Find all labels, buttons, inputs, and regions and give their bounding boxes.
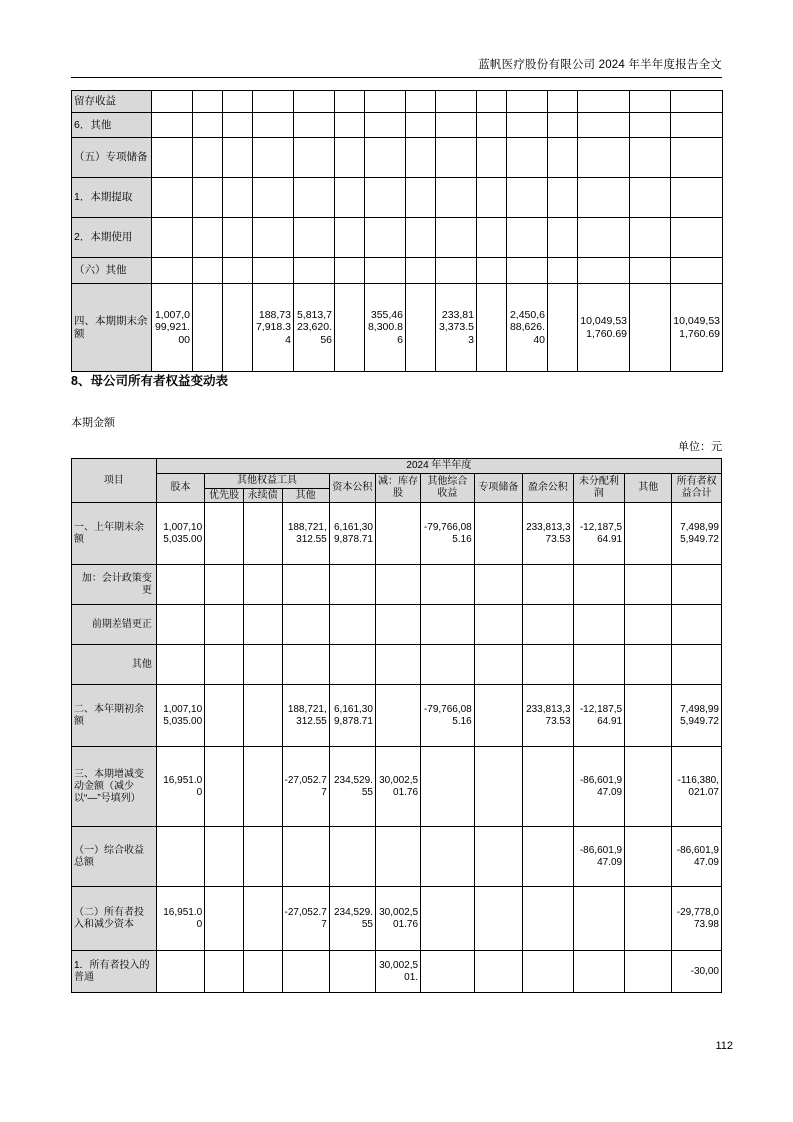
table-cell <box>548 284 578 372</box>
table-cell <box>474 503 522 565</box>
table-cell <box>243 503 282 565</box>
table-cell <box>625 951 672 993</box>
table-row <box>72 565 722 605</box>
table-cell <box>630 138 671 178</box>
table-cell <box>156 951 204 993</box>
table-cell <box>625 747 672 827</box>
table-cell <box>335 178 365 218</box>
header-col-total-equity: 所有者权益合计 <box>672 473 722 503</box>
table-row <box>72 747 722 827</box>
table-cell <box>329 605 375 645</box>
table-cell: 6,161,309,878.71 <box>329 503 375 565</box>
header-col-other-comprehensive-income: 其他综合收益 <box>421 473 475 503</box>
table-row <box>72 284 723 372</box>
table-cell <box>421 605 475 645</box>
table-cell: -12,187,564.91 <box>573 503 625 565</box>
table-cell <box>335 91 365 113</box>
table-cell <box>421 645 475 685</box>
table-cell <box>671 258 723 284</box>
table-cell <box>523 645 573 685</box>
header-col-perpetual-bonds: 永续债 <box>243 488 282 503</box>
equity-changes-continued-table <box>71 90 723 372</box>
table-row <box>72 91 723 113</box>
table-cell <box>223 258 253 284</box>
row-label: 加：会计政策变更 <box>72 565 157 605</box>
table-cell <box>474 827 522 887</box>
table-cell <box>375 565 420 605</box>
table-cell <box>205 747 244 827</box>
table-cell <box>406 258 436 284</box>
table-cell <box>474 887 522 951</box>
table-cell <box>630 258 671 284</box>
table-cell: -29,778,073.98 <box>672 887 722 951</box>
table-cell: -86,601,947.09 <box>573 747 625 827</box>
table-cell <box>436 218 477 258</box>
table-cell <box>578 178 630 218</box>
table-cell <box>375 827 420 887</box>
table-cell <box>548 258 578 284</box>
table-cell <box>282 565 329 605</box>
table-cell: -86,601,947.09 <box>672 827 722 887</box>
table-cell <box>507 91 548 113</box>
table-row <box>72 218 723 258</box>
table-cell <box>223 138 253 178</box>
table-cell <box>477 91 507 113</box>
table-cell <box>406 91 436 113</box>
row-label: （一）综合收益总额 <box>72 827 157 887</box>
table-cell <box>205 685 244 747</box>
table-cell <box>152 218 193 258</box>
header-period: 2024 年半年度 <box>156 459 721 474</box>
row-label: （六）其他 <box>72 258 152 284</box>
table-cell <box>335 218 365 258</box>
table-cell <box>421 565 475 605</box>
table-cell <box>375 605 420 645</box>
table-cell <box>406 284 436 372</box>
table-cell <box>223 178 253 218</box>
table-cell <box>507 113 548 138</box>
header-col-treasury-stock: 减：库存股 <box>375 473 420 503</box>
table-cell <box>253 113 294 138</box>
table-cell <box>294 258 335 284</box>
table-cell <box>573 645 625 685</box>
table-cell: 30,002,501.76 <box>375 747 420 827</box>
table-cell <box>294 91 335 113</box>
table-cell: 233,813,373.53 <box>436 284 477 372</box>
table-cell <box>436 178 477 218</box>
table-cell <box>282 951 329 993</box>
table-cell <box>436 258 477 284</box>
table-cell <box>375 685 420 747</box>
table-row <box>72 503 722 565</box>
row-label: 6．其他 <box>72 113 152 138</box>
table-cell: 188,721,312.55 <box>282 685 329 747</box>
table-cell <box>548 91 578 113</box>
table-row <box>72 951 722 993</box>
header-col-preferred-shares: 优先股 <box>205 488 244 503</box>
table-cell <box>243 951 282 993</box>
table-cell: 234,529.55 <box>329 747 375 827</box>
table-cell <box>477 284 507 372</box>
table-cell <box>671 138 723 178</box>
table-row <box>72 827 722 887</box>
table-cell: -79,766,085.16 <box>421 503 475 565</box>
unit-note: 单位：元 <box>678 441 722 453</box>
table-cell <box>436 138 477 178</box>
table-cell <box>205 565 244 605</box>
table-cell <box>193 91 223 113</box>
table-cell: 2,450,688,626.40 <box>507 284 548 372</box>
table-cell <box>253 138 294 178</box>
table-cell <box>625 685 672 747</box>
table-cell: 234,529.55 <box>329 887 375 951</box>
table-cell <box>329 645 375 685</box>
table-cell <box>578 113 630 138</box>
table-cell <box>507 178 548 218</box>
table-cell <box>625 503 672 565</box>
table-cell <box>243 747 282 827</box>
table-cell <box>474 605 522 645</box>
table-row <box>72 605 722 645</box>
table-cell: 1,007,105,035.00 <box>156 685 204 747</box>
table-row <box>72 178 723 218</box>
table-cell <box>671 218 723 258</box>
table-cell <box>523 951 573 993</box>
table-cell <box>243 685 282 747</box>
header-col-surplus-reserve: 盈余公积 <box>523 473 573 503</box>
header-item: 项目 <box>72 459 157 503</box>
table-cell <box>152 113 193 138</box>
table-cell <box>548 178 578 218</box>
table-cell <box>329 565 375 605</box>
table-cell <box>625 887 672 951</box>
table-cell <box>578 91 630 113</box>
table-cell <box>406 218 436 258</box>
table-cell <box>205 645 244 685</box>
table-cell <box>156 565 204 605</box>
table-cell <box>523 887 573 951</box>
table-cell: 30,002,501.76 <box>375 887 420 951</box>
table-cell <box>152 91 193 113</box>
table-cell <box>625 645 672 685</box>
table-cell <box>625 605 672 645</box>
table-cell <box>156 605 204 645</box>
table-row <box>72 113 723 138</box>
table-cell <box>406 113 436 138</box>
table-cell: 5,813,723,620.56 <box>294 284 335 372</box>
table-cell: 233,813,373.53 <box>523 503 573 565</box>
table-cell: 10,049,531,760.69 <box>578 284 630 372</box>
table-cell <box>152 178 193 218</box>
table-cell <box>223 218 253 258</box>
table-cell <box>630 284 671 372</box>
table-cell: -12,187,564.91 <box>573 685 625 747</box>
table-cell <box>474 685 522 747</box>
table-cell <box>253 178 294 218</box>
table-cell <box>243 827 282 887</box>
table-cell <box>421 887 475 951</box>
table-cell <box>406 138 436 178</box>
table-cell <box>365 91 406 113</box>
table-cell: -27,052.77 <box>282 747 329 827</box>
table-cell <box>152 258 193 284</box>
table-cell <box>671 91 723 113</box>
table-cell <box>329 827 375 887</box>
table-cell <box>421 827 475 887</box>
row-label: 三、本期增减变动金额（减少以“—”号填列） <box>72 747 157 827</box>
table-cell <box>523 747 573 827</box>
row-label: 1．所有者投入的普通 <box>72 951 157 993</box>
table-cell <box>193 113 223 138</box>
table-cell <box>365 218 406 258</box>
table-cell <box>671 178 723 218</box>
parent-table-body <box>72 503 722 993</box>
header-col-other-instrument: 其他 <box>282 488 329 503</box>
table-cell <box>365 258 406 284</box>
table-cell <box>156 645 204 685</box>
table-cell: -30,00 <box>672 951 722 993</box>
table-cell <box>474 565 522 605</box>
table-cell: 16,951.00 <box>156 747 204 827</box>
table-cell <box>672 565 722 605</box>
table-cell <box>436 91 477 113</box>
table-cell <box>630 178 671 218</box>
table-cell <box>335 138 365 178</box>
table-cell <box>335 258 365 284</box>
header-col-share-capital: 股本 <box>156 473 204 503</box>
table-row <box>72 138 723 178</box>
table-cell <box>523 605 573 645</box>
table-cell <box>205 887 244 951</box>
row-label: 一、上年期末余额 <box>72 503 157 565</box>
table-cell: 188,721,312.55 <box>282 503 329 565</box>
table-cell <box>548 113 578 138</box>
table-cell <box>477 178 507 218</box>
table-cell <box>477 113 507 138</box>
table-cell <box>421 951 475 993</box>
table-cell <box>365 178 406 218</box>
table-cell <box>294 178 335 218</box>
table-cell: 6,161,309,878.71 <box>329 685 375 747</box>
table-cell <box>573 605 625 645</box>
table-cell <box>630 113 671 138</box>
table-cell: 1,007,099,921.00 <box>152 284 193 372</box>
table-cell <box>625 565 672 605</box>
header-col-special-reserve: 专项储备 <box>474 473 522 503</box>
table-cell: 233,813,373.53 <box>523 685 573 747</box>
table-cell <box>205 827 244 887</box>
table-cell <box>671 113 723 138</box>
table-cell: -116,380,021.07 <box>672 747 722 827</box>
table-cell <box>630 218 671 258</box>
table-cell <box>375 503 420 565</box>
table-cell <box>523 565 573 605</box>
table-cell: 10,049,531,760.69 <box>671 284 723 372</box>
header-col-undistributed-profit: 未分配利润 <box>573 473 625 503</box>
header-divider <box>71 77 722 78</box>
table-cell <box>223 284 253 372</box>
table-cell <box>477 138 507 178</box>
table-cell: 16,951.00 <box>156 887 204 951</box>
table-cell <box>578 138 630 178</box>
header-col-other: 其他 <box>625 473 672 503</box>
table-cell: -86,601,947.09 <box>573 827 625 887</box>
table-cell <box>672 645 722 685</box>
table-cell: -27,052.77 <box>282 887 329 951</box>
table-cell <box>294 218 335 258</box>
table-cell <box>294 113 335 138</box>
table-cell <box>375 645 420 685</box>
table-cell: 30,002,501. <box>375 951 420 993</box>
parent-table-head <box>72 459 722 503</box>
table-cell <box>193 218 223 258</box>
table-cell <box>335 113 365 138</box>
table-cell <box>548 138 578 178</box>
table-cell <box>294 138 335 178</box>
table-cell <box>548 218 578 258</box>
page-running-header: 蓝帆医疗股份有限公司 2024 年半年度报告全文 <box>478 59 722 71</box>
table-cell: 355,468,300.86 <box>365 284 406 372</box>
header-col-capital-reserve: 资本公积 <box>329 473 375 503</box>
table-cell <box>672 605 722 645</box>
row-label: 2．本期使用 <box>72 218 152 258</box>
row-label: （五）专项储备 <box>72 138 152 178</box>
table-cell <box>573 951 625 993</box>
table-cell <box>507 138 548 178</box>
table-cell <box>406 178 436 218</box>
table-cell <box>329 951 375 993</box>
row-label: 留存收益 <box>72 91 152 113</box>
row-label: 二、本年期初余额 <box>72 685 157 747</box>
table-cell <box>573 887 625 951</box>
parent-company-equity-changes-table <box>71 458 722 993</box>
table-cell <box>630 91 671 113</box>
period-note: 本期金额 <box>71 417 115 429</box>
table-cell: 1,007,105,035.00 <box>156 503 204 565</box>
table-row <box>72 887 722 951</box>
table-cell: 188,737,918.34 <box>253 284 294 372</box>
table-cell <box>243 605 282 645</box>
table-cell <box>282 645 329 685</box>
table-cell <box>507 218 548 258</box>
row-label: 其他 <box>72 645 157 685</box>
row-label: （二）所有者投入和减少资本 <box>72 887 157 951</box>
table-cell <box>573 565 625 605</box>
table-cell <box>282 605 329 645</box>
table-cell <box>193 258 223 284</box>
section-title: 8、母公司所有者权益变动表 <box>71 374 228 388</box>
table-row <box>72 685 722 747</box>
page-number: 112 <box>715 1040 733 1052</box>
table-cell <box>474 951 522 993</box>
header-row-period <box>72 459 722 474</box>
row-label: 前期差错更正 <box>72 605 157 645</box>
table-cell <box>223 113 253 138</box>
table-cell <box>436 113 477 138</box>
table-cell <box>625 827 672 887</box>
table-cell <box>205 503 244 565</box>
table-cell: -79,766,085.16 <box>421 685 475 747</box>
table-cell <box>193 138 223 178</box>
table-cell <box>523 827 573 887</box>
table-cell <box>507 258 548 284</box>
table-cell <box>282 827 329 887</box>
table-cell <box>193 284 223 372</box>
table-cell <box>474 747 522 827</box>
table-cell <box>421 747 475 827</box>
table-row <box>72 258 723 284</box>
table-cell: 7,498,995,949.72 <box>672 685 722 747</box>
row-label: 1．本期提取 <box>72 178 152 218</box>
table-cell <box>193 178 223 218</box>
top-table-body <box>72 91 723 372</box>
row-label: 四、本期期末余额 <box>72 284 152 372</box>
table-cell <box>243 645 282 685</box>
table-cell <box>205 951 244 993</box>
table-cell <box>152 138 193 178</box>
header-group-other-equity-instruments: 其他权益工具 <box>205 473 330 488</box>
table-cell <box>253 91 294 113</box>
table-cell <box>223 91 253 113</box>
table-cell <box>253 218 294 258</box>
table-cell <box>365 138 406 178</box>
table-cell <box>474 645 522 685</box>
table-row <box>72 645 722 685</box>
table-cell <box>335 284 365 372</box>
table-cell <box>156 827 204 887</box>
table-cell: 7,498,995,949.72 <box>672 503 722 565</box>
table-cell <box>243 565 282 605</box>
table-cell <box>365 113 406 138</box>
table-cell <box>578 218 630 258</box>
table-cell <box>253 258 294 284</box>
table-cell <box>243 887 282 951</box>
table-cell <box>578 258 630 284</box>
header-row-group <box>72 473 722 488</box>
table-cell <box>205 605 244 645</box>
table-cell <box>477 218 507 258</box>
table-cell <box>477 258 507 284</box>
